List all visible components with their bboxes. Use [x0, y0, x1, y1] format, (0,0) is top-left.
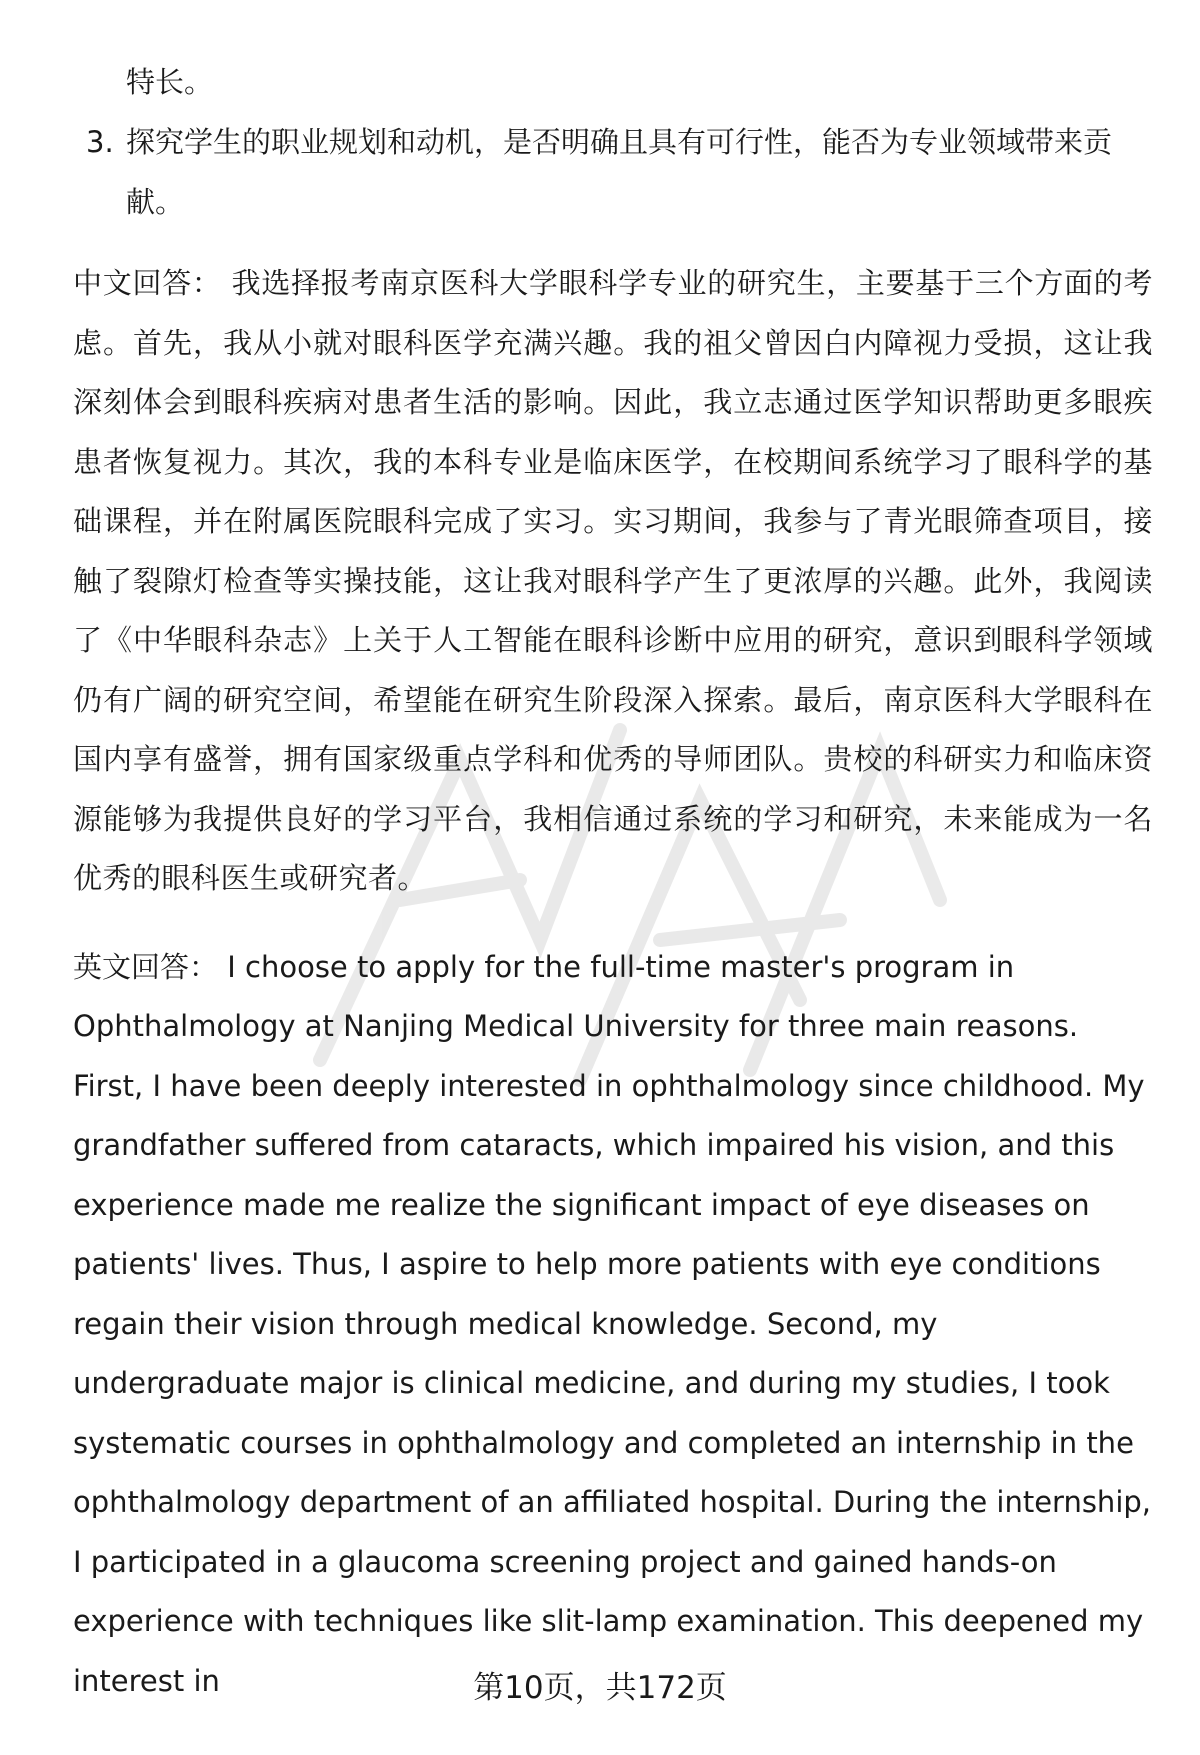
- list-item-text: 特长。: [126, 65, 214, 99]
- list-item-continuation: [73, 52, 1153, 112]
- page-footer: [0, 1668, 1200, 1708]
- chinese-answer-paragraph: [73, 254, 1153, 909]
- list-item-number: 3.: [86, 125, 114, 159]
- chinese-answer-label: 中文回答：: [73, 266, 222, 300]
- list-item: [73, 112, 1153, 232]
- document-content: [73, 52, 1153, 1740]
- english-answer-label: 英文回答：: [73, 949, 219, 984]
- english-answer-text: I choose to apply for the full-time master's program in Ophthalmology at Nanjing Medical University for three main reasons. First, I have been deeply interested in ophthalmology since childhood. My grandfather suffered from cataracts, which impaired his vision, and this experience made me realize the significant impact of eye diseases on patients' lives. Thus, I aspire to help more patients with eye conditions regain their vision through medical knowledge. Second, my undergraduate major is clinical medicine, and during my studies, I took systematic courses in ophthalmology and completed an internship in the ophthalmology department of an affiliated hospital. During the internship, I participated in a glaucoma screening project and gained hands-on experience with techniques like slit-lamp examination. This deepened my interest in: [73, 949, 1151, 1698]
- chinese-answer-text: 我选择报考南京医科大学眼科学专业的研究生，主要基于三个方面的考虑。首先，我从小就对眼科医学充满兴趣。我的祖父曾因白内障视力受损，这让我深刻体会到眼科疾病对患者生活的影响。因此，我立志通过医学知识帮助更多眼疾患者恢复视力。其次，我的本科专业是临床医学，在校期间系统学习了眼科学的基础课程，并在附属医院眼科完成了实习。实习期间，我参与了青光眼筛查项目，接触了裂隙灯检查等实操技能，这让我对眼科学产生了更浓厚的兴趣。此外，我阅读了《中华眼科杂志》上关于人工智能在眼科诊断中应用的研究，意识到眼科学领域仍有广阔的研究空间，希望能在研究生阶段深入探索。最后，南京医科大学眼科在国内享有盛誉，拥有国家级重点学科和优秀的导师团队。贵校的科研实力和临床资源能够为我提供良好的学习平台，我相信通过系统的学习和研究，未来能成为一名优秀的眼科医生或研究者。: [73, 266, 1153, 895]
- list-item-text: 探究学生的职业规划和动机，是否明确且具有可行性，能否为专业领域带来贡献。: [126, 125, 1113, 219]
- english-answer-paragraph: [73, 938, 1153, 1712]
- page-number-indicator: 第10页，共172页: [473, 1670, 727, 1706]
